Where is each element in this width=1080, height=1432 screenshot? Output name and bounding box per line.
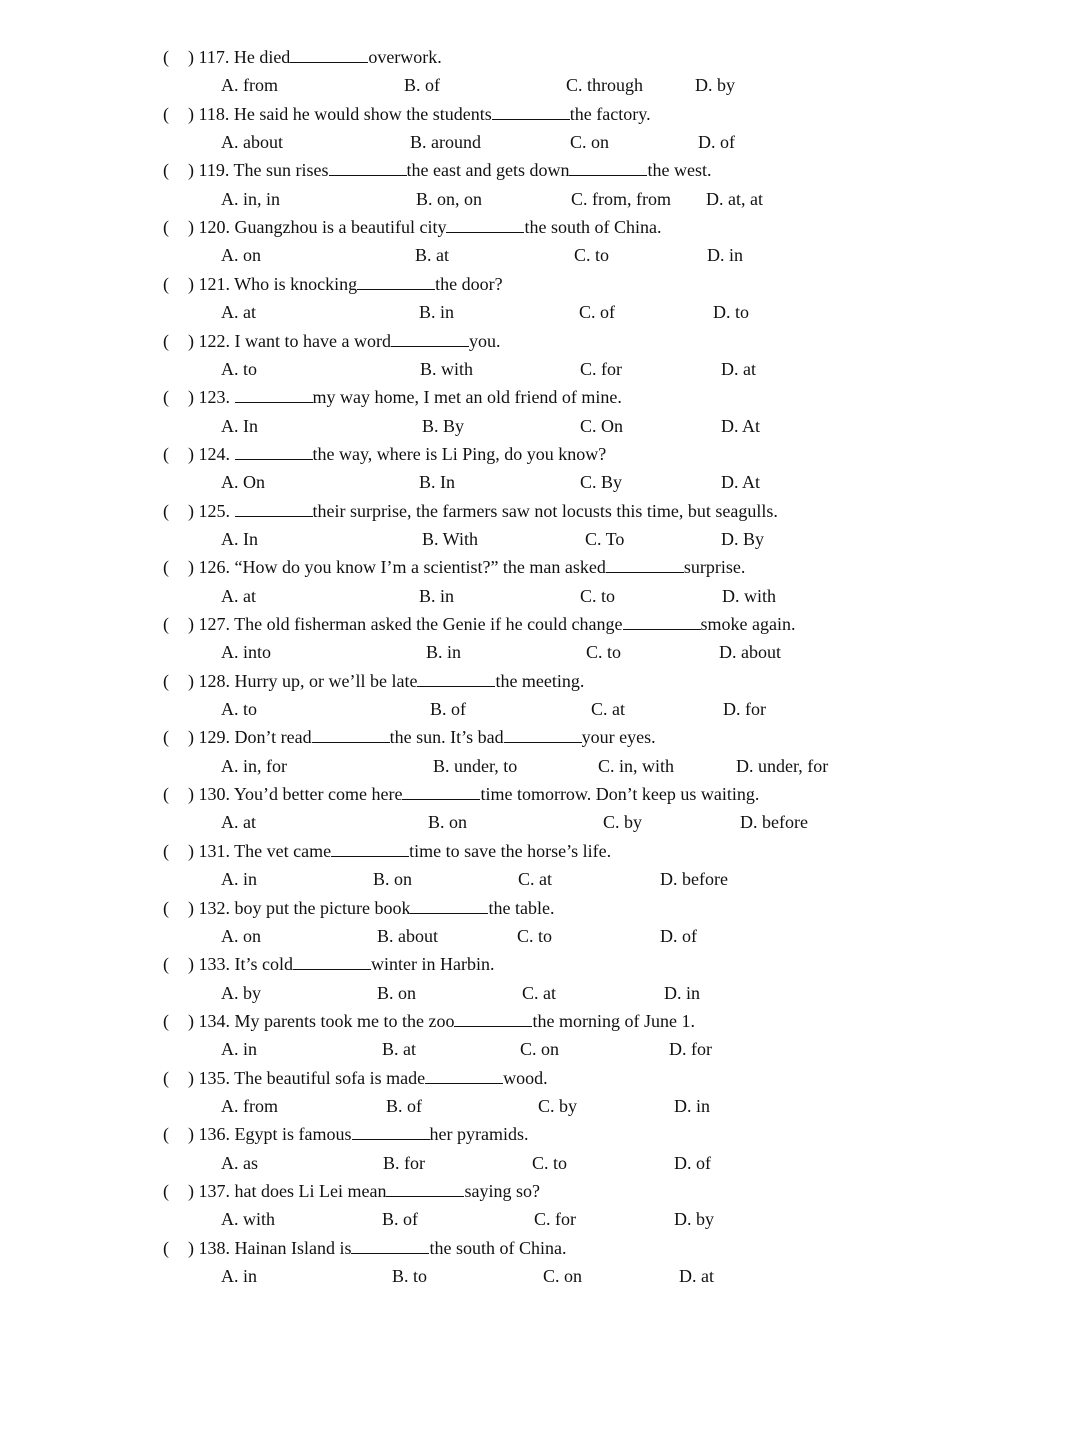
question-text: Who is knocking <box>234 273 358 294</box>
answer-blank <box>352 1125 430 1140</box>
answer-bracket-open: ( <box>163 443 169 464</box>
option-a: A. by <box>221 982 261 1003</box>
option-d: D. in <box>707 245 743 266</box>
answer-bracket-open: ( <box>163 557 169 578</box>
question-number: ) 130. <box>188 784 234 805</box>
option-c: C. On <box>580 415 624 436</box>
option-a: A. as <box>221 1152 258 1173</box>
question-text: He said he would show the students <box>233 103 492 124</box>
option-a: A. In <box>221 415 258 436</box>
question-text: “How do you know I’m a scientist?” the man asked <box>234 557 606 578</box>
option-b: B. on <box>428 812 468 833</box>
option-d: D. about <box>719 642 781 663</box>
answer-bracket-open: ( <box>163 500 169 521</box>
question-128 <box>163 670 584 692</box>
option-d: D. By <box>721 528 765 549</box>
question-text: the table. <box>488 897 555 918</box>
answer-bracket-open: ( <box>163 897 169 918</box>
option-b: B. about <box>377 925 438 946</box>
option-a: A. on <box>221 925 261 946</box>
option-b: B. of <box>386 1095 422 1116</box>
option-c: C. of <box>579 302 615 323</box>
option-b: B. on, on <box>416 188 483 209</box>
option-a: A. about <box>221 132 283 152</box>
answer-blank <box>504 728 582 743</box>
question-text: You’d better come here <box>233 784 403 805</box>
option-b: B. in <box>426 642 462 663</box>
question-136 <box>163 1123 528 1145</box>
question-130 <box>163 783 759 805</box>
option-b: B. in <box>419 302 455 323</box>
question-text: I want to have a word <box>234 330 391 351</box>
question-text: smoke again. <box>700 614 796 634</box>
answer-blank <box>425 1069 503 1084</box>
answer-bracket-open: ( <box>163 614 169 634</box>
question-text: hat does Li Lei mean <box>234 1181 387 1201</box>
option-a: A. with <box>221 1209 275 1230</box>
answer-blank <box>235 388 313 403</box>
question-127 <box>163 613 796 635</box>
question-133 <box>163 953 494 975</box>
option-b: B. of <box>404 75 440 96</box>
option-a: A. in <box>221 1266 257 1286</box>
answer-blank <box>351 1239 429 1254</box>
question-number: ) 118. <box>188 103 234 124</box>
question-number: ) 133. <box>188 954 235 975</box>
question-132 <box>163 897 554 919</box>
question-number: ) 135. <box>188 1067 235 1088</box>
option-b: B. of <box>430 699 466 719</box>
option-a: A. to <box>221 358 257 379</box>
option-a: A. at <box>221 812 256 833</box>
answer-bracket-open: ( <box>163 217 169 238</box>
option-b: B. on <box>377 982 417 1003</box>
option-a: A. at <box>221 585 256 606</box>
option-c: C. to <box>574 245 610 266</box>
option-c: C. to <box>517 925 553 946</box>
option-c: C. for <box>580 358 622 379</box>
option-b: B. with <box>420 358 474 379</box>
option-c: C. at <box>518 869 552 890</box>
option-d: D. by <box>674 1209 714 1230</box>
question-text: my way home, I met an old friend of mine. <box>312 387 622 408</box>
question-134 <box>163 1010 695 1032</box>
option-a: A. at <box>221 302 256 323</box>
question-number: ) 122. <box>188 330 235 351</box>
option-c: C. for <box>534 1209 576 1230</box>
question-117 <box>163 46 442 68</box>
option-b: B. at <box>382 1039 416 1060</box>
answer-bracket-open: ( <box>163 330 169 351</box>
answer-blank <box>391 332 469 347</box>
question-number: ) 137. <box>188 1181 235 1201</box>
question-text: the south of China. <box>524 217 662 238</box>
option-a: A. in <box>221 1039 257 1060</box>
option-a: A. from <box>221 75 278 96</box>
option-b: B. around <box>410 132 481 152</box>
question-120 <box>163 216 661 238</box>
question-text: the morning of June 1. <box>532 1010 695 1031</box>
option-a: A. In <box>221 528 258 549</box>
question-138 <box>163 1237 566 1259</box>
question-text: the east and gets down <box>406 160 570 181</box>
question-text: the door? <box>435 273 503 294</box>
question-text: you. <box>468 330 501 351</box>
option-b: B. By <box>422 415 465 436</box>
option-c: C. To <box>585 528 625 549</box>
option-d: D. At <box>721 472 761 493</box>
answer-bracket-open: ( <box>163 103 169 124</box>
question-text: the meeting. <box>495 670 585 691</box>
answer-bracket-open: ( <box>163 727 169 748</box>
answer-bracket-open: ( <box>163 784 169 805</box>
answer-blank <box>290 48 368 63</box>
answer-bracket-open: ( <box>163 1181 169 1201</box>
question-137 <box>163 1180 540 1202</box>
question-text: winter in Harbin. <box>371 954 495 975</box>
question-number: ) 123. <box>188 387 235 408</box>
option-b: B. at <box>415 245 449 266</box>
question-text: the factory. <box>569 103 651 124</box>
option-d: D. before <box>740 812 808 833</box>
question-number: ) 117. <box>188 47 234 67</box>
question-119 <box>163 159 711 181</box>
answer-blank <box>410 899 488 914</box>
question-text: the sun. It’s bad <box>389 727 504 748</box>
option-b: B. in <box>419 585 455 606</box>
answer-bracket-open: ( <box>163 1237 169 1258</box>
answer-bracket-open: ( <box>163 840 169 861</box>
question-number: ) 120. <box>188 217 235 238</box>
answer-bracket-open: ( <box>163 387 169 408</box>
question-122 <box>163 330 500 352</box>
question-text: time to save the horse’s life. <box>409 840 612 861</box>
option-c: C. through <box>566 75 644 96</box>
question-text: The beautiful sofa is made <box>234 1067 426 1088</box>
option-c: C. on <box>520 1039 560 1060</box>
option-b: B. With <box>422 528 478 549</box>
question-text: It’s cold <box>234 954 293 975</box>
question-text: Hurry up, or we’ll be late <box>234 670 418 691</box>
option-d: D. of <box>660 925 697 946</box>
question-text: Guangzhou is a beautiful city <box>234 217 447 238</box>
question-text: the south of China. <box>429 1237 567 1258</box>
question-text: saying so? <box>464 1181 540 1201</box>
option-c: C. on <box>570 132 610 152</box>
option-d: D. for <box>723 699 766 719</box>
option-a: A. into <box>221 642 272 663</box>
question-number: ) 131. <box>188 840 235 861</box>
option-d: D. under, for <box>736 755 829 776</box>
answer-blank <box>606 558 684 573</box>
option-c: C. from, from <box>571 188 671 209</box>
answer-blank <box>454 1012 532 1027</box>
question-123 <box>163 386 622 408</box>
question-number: ) 136. <box>188 1124 235 1145</box>
answer-blank <box>402 785 480 800</box>
answer-blank <box>329 161 407 176</box>
question-number: ) 119. <box>188 160 234 181</box>
question-124 <box>163 443 606 465</box>
question-number: ) 129. <box>188 727 235 748</box>
question-text: The sun rises <box>233 160 329 181</box>
answer-blank <box>623 615 701 630</box>
question-text: your eyes. <box>581 727 656 748</box>
option-d: D. at <box>721 358 756 379</box>
answer-bracket-open: ( <box>163 273 169 294</box>
answer-blank <box>446 218 524 233</box>
option-b: B. under, to <box>433 755 518 776</box>
question-number: ) 132. <box>188 897 235 918</box>
question-text: her pyramids. <box>429 1124 529 1145</box>
option-d: D. by <box>695 75 735 96</box>
question-text: My parents took me to the zoo <box>234 1010 455 1031</box>
option-b: B. on <box>373 869 413 890</box>
answer-bracket-open: ( <box>163 1124 169 1145</box>
answer-bracket-open: ( <box>163 1010 169 1031</box>
answer-bracket-open: ( <box>163 47 169 67</box>
question-118 <box>163 103 651 125</box>
option-c: C. at <box>522 982 556 1003</box>
option-d: D. of <box>698 132 735 152</box>
question-text: their surprise, the farmers saw not locusts this time, but seagulls. <box>312 500 778 521</box>
option-c: C. to <box>586 642 622 663</box>
question-126 <box>163 556 745 578</box>
question-number: ) 125. <box>188 500 235 521</box>
option-c: C. in, with <box>598 755 675 776</box>
option-b: B. In <box>419 472 455 493</box>
answer-blank <box>293 955 371 970</box>
question-text: the way, where is Li Ping, do you know? <box>312 443 607 464</box>
option-c: C. by <box>603 812 643 833</box>
answer-blank <box>386 1182 464 1197</box>
option-d: D. in <box>674 1095 710 1116</box>
question-text: Don’t read <box>234 727 312 748</box>
answer-blank <box>312 728 390 743</box>
option-c: C. By <box>580 472 623 493</box>
question-text: Hainan Island is <box>234 1237 352 1258</box>
option-d: D. at <box>679 1266 714 1286</box>
option-a: A. to <box>221 699 257 719</box>
question-text: surprise. <box>683 557 746 578</box>
question-number: ) 128. <box>188 670 235 691</box>
option-a: A. in <box>221 869 257 890</box>
question-text: He died <box>233 47 291 67</box>
question-131 <box>163 840 611 862</box>
option-d: D. for <box>669 1039 712 1060</box>
answer-blank <box>235 445 313 460</box>
question-number: ) 126. <box>188 557 235 578</box>
option-a: A. on <box>221 245 261 266</box>
question-text: the west. <box>647 160 712 181</box>
question-number: ) 124. <box>188 443 235 464</box>
question-121 <box>163 273 503 295</box>
option-a: A. from <box>221 1095 278 1116</box>
option-c: C. by <box>538 1095 578 1116</box>
question-text: time tomorrow. Don’t keep us waiting. <box>480 784 760 805</box>
option-d: D. to <box>713 302 749 323</box>
question-text: overwork. <box>368 47 442 67</box>
question-text: Egypt is famous <box>234 1124 352 1145</box>
question-text: wood. <box>503 1067 548 1088</box>
question-text: The vet came <box>234 840 332 861</box>
answer-blank <box>492 105 570 120</box>
answer-bracket-open: ( <box>163 954 169 975</box>
question-125 <box>163 500 778 522</box>
answer-blank <box>357 275 435 290</box>
option-a: A. On <box>221 472 265 493</box>
question-number: ) 121. <box>188 273 235 294</box>
question-129 <box>163 726 656 748</box>
question-number: ) 127. <box>188 614 235 634</box>
option-d: D. of <box>674 1152 711 1173</box>
answer-bracket-open: ( <box>163 1067 169 1088</box>
option-b: B. for <box>383 1152 425 1173</box>
question-number: ) 138. <box>188 1237 235 1258</box>
answer-blank <box>235 502 313 517</box>
answer-bracket-open: ( <box>163 670 169 691</box>
option-c: C. at <box>591 699 625 719</box>
answer-blank <box>331 842 409 857</box>
question-number: ) 134. <box>188 1010 235 1031</box>
option-d: D. before <box>660 869 728 890</box>
option-b: B. to <box>392 1266 428 1286</box>
question-text: The old fisherman asked the Genie if he could change <box>234 614 623 634</box>
option-a: A. in, for <box>221 755 287 776</box>
option-c: C. on <box>543 1266 583 1286</box>
option-c: C. to <box>532 1152 568 1173</box>
option-d: D. At <box>721 415 761 436</box>
option-b: B. of <box>382 1209 418 1230</box>
question-135 <box>163 1067 548 1089</box>
question-text: boy put the picture book <box>234 897 411 918</box>
option-a: A. in, in <box>221 188 281 209</box>
answer-blank <box>569 161 647 176</box>
answer-blank <box>417 672 495 687</box>
option-d: D. in <box>664 982 700 1003</box>
option-d: D. at, at <box>706 188 763 209</box>
option-d: D. with <box>722 585 776 606</box>
answer-bracket-open: ( <box>163 160 169 181</box>
option-c: C. to <box>580 585 616 606</box>
